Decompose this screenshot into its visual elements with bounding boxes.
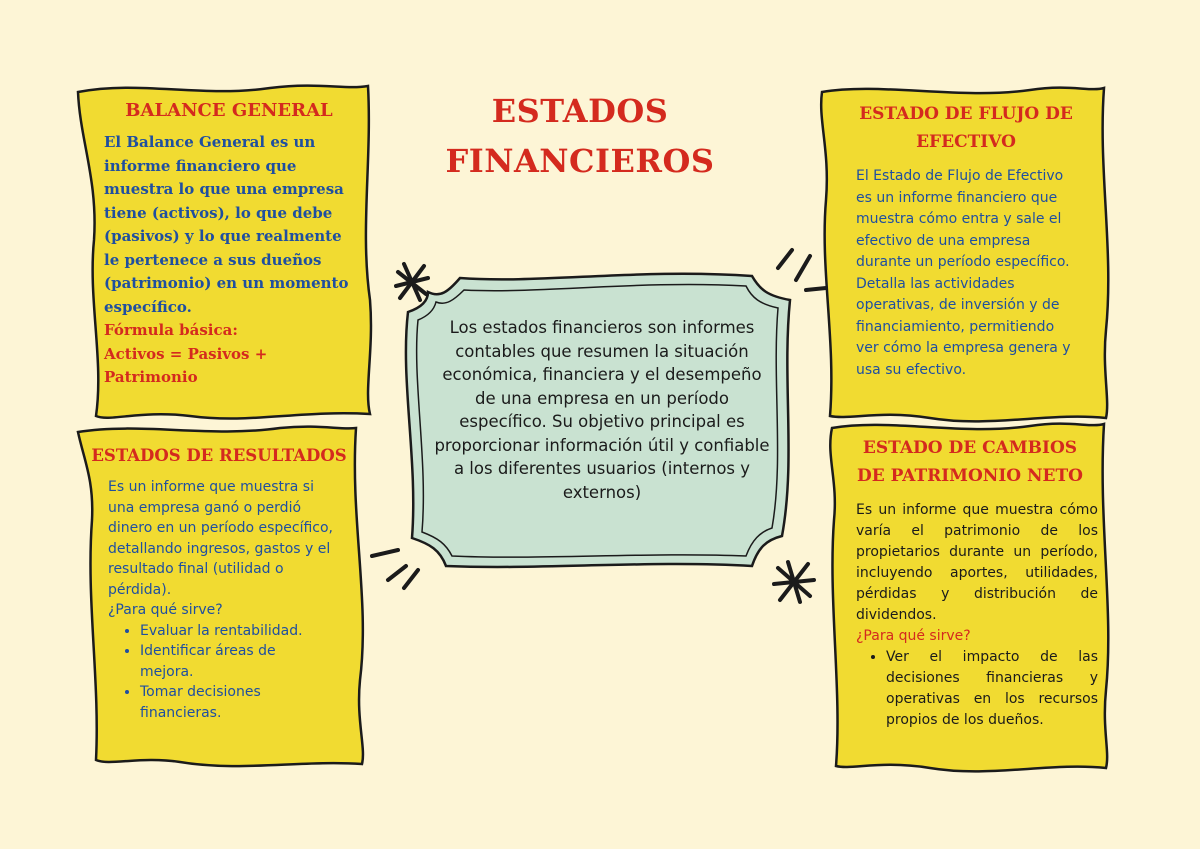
asterisk-icon (774, 562, 814, 602)
burst-lines-icon (778, 250, 826, 290)
page-title (430, 86, 730, 186)
formula-label: Fórmula básica: (104, 321, 238, 339)
balance-general-body: El Balance General es un informe financiero que muestra lo que una empresa tiene (activos), lo que debe (pasivos) y lo que realmente le pertenece a sus dueños (patrimonio) en un momento específico. (104, 133, 349, 316)
flujo-efectivo-body: El Estado de Flujo de Efectivo es un informe financiero que muestra cómo entra y sale el efectivo de una empresa durante un período específico. Detalla las actividades operativas, de inversión y de financiamiento, permitiendo ver cómo la empresa genera y usa su efectivo. (856, 168, 1071, 378)
balance-general-title: BALANCE GENERAL (125, 100, 333, 121)
page-title-line-2: FINANCIEROS (445, 142, 715, 180)
flujo-efectivo-panel (836, 100, 1096, 381)
estados-resultados-title: ESTADOS DE RESULTADOS (91, 446, 347, 465)
formula-text: Activos = Pasivos + Patrimonio (104, 344, 268, 386)
center-definition: Los estados financieros son informes contables que resumen la situación económica, financiera y el desempeño de una empresa en un período específico. Su objetivo principal es proporcionar información útil y confiable a los diferentes usuarios (internos y externos) (434, 318, 770, 502)
cambios-patrimonio-body: Es un informe que muestra cómo varía el patrimonio de los propietarios durante un período, incluyendo aportes, utilidades, pérdidas y distribución de dividendos. (856, 502, 1098, 623)
asterisk-icon (396, 264, 428, 300)
flujo-efectivo-title: ESTADO DE FLUJO DE EFECTIVO (859, 104, 1073, 152)
estados-resultados-content (80, 477, 344, 723)
list-item: • Identificar áreas de mejora. (140, 641, 344, 682)
list-item: • Tomar decisiones financieras. (140, 682, 344, 723)
cambios-patrimonio-title: ESTADO DE CAMBIOS DE PATRIMONIO NETO (857, 438, 1083, 486)
estados-resultados-question: ¿Para qué sirve? (108, 602, 223, 618)
page-title-line-1: ESTADOS (491, 92, 669, 130)
balance-general-panel (104, 100, 354, 390)
cambios-patrimonio-question: ¿Para qué sirve? (856, 628, 971, 644)
estados-resultados-list (108, 621, 344, 724)
list-item: • Ver el impacto de las decisiones financieras y operativas en los recursos propios de los dueños. (886, 647, 1098, 731)
estados-resultados-panel (80, 446, 358, 723)
list-item: • Evaluar la rentabilidad. (140, 621, 344, 642)
burst-lines-icon (372, 550, 418, 588)
cambios-patrimonio-list (842, 647, 1098, 731)
cambios-patrimonio-panel (842, 434, 1098, 731)
estados-resultados-body: Es un informe que muestra si una empresa ganó o perdió dinero en un período específico, detallando ingresos, gastos y el resultado final (utilidad o pérdida). (108, 479, 333, 598)
